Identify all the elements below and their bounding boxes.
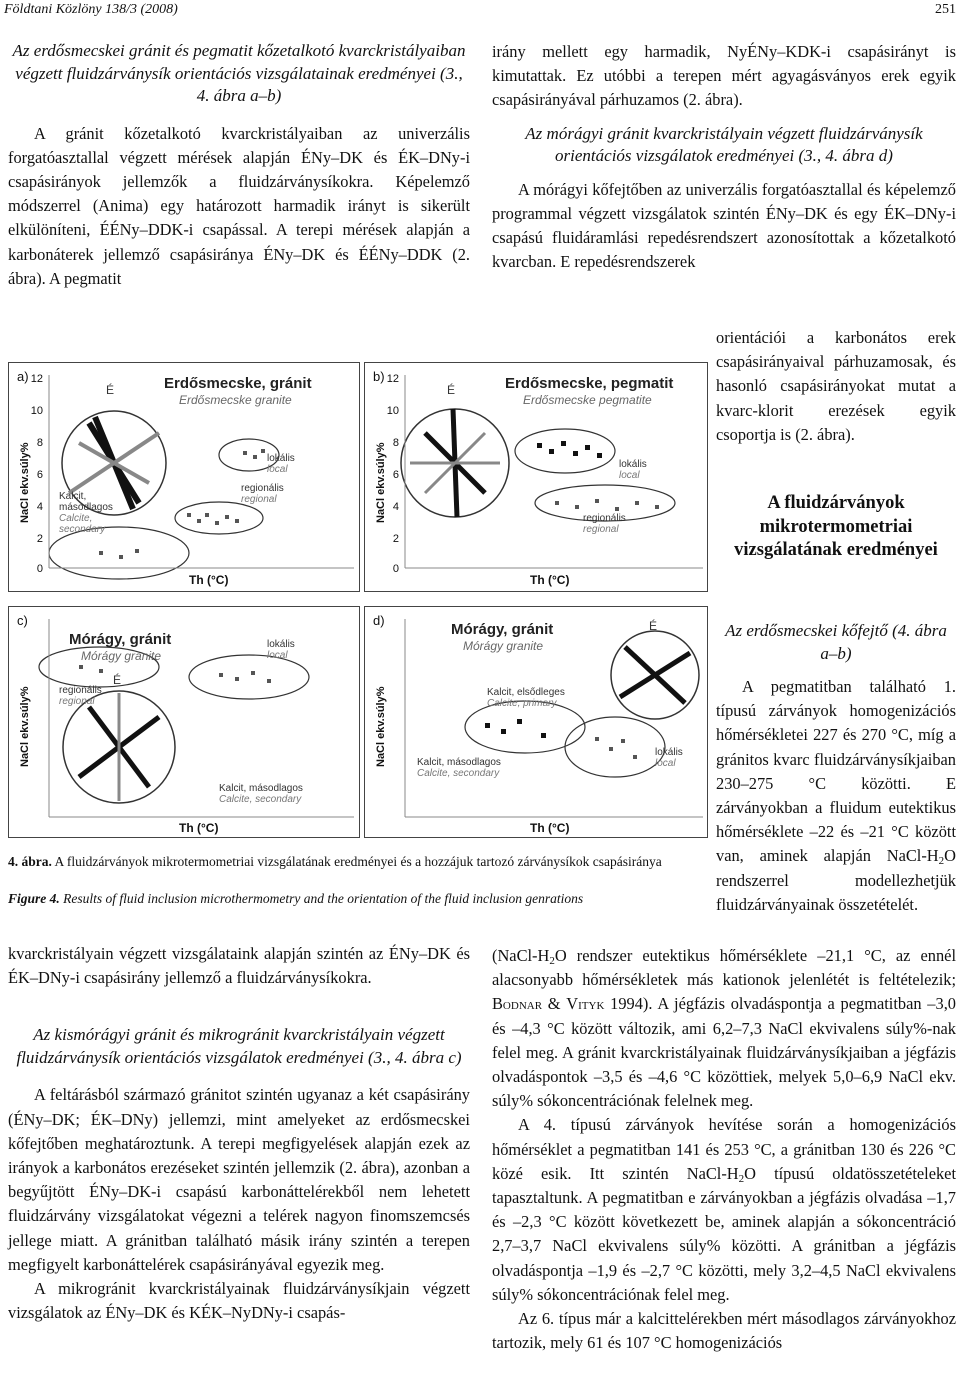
x-axis-label: Th (°C) — [530, 821, 570, 835]
panel-title: Mórágy, gránit — [69, 631, 172, 648]
y-tick: 10 — [386, 405, 399, 417]
label-local: lokális local — [267, 639, 295, 661]
panel-title: Erdősmecske, gránit — [164, 375, 312, 392]
y-tick: 8 — [36, 437, 43, 449]
paragraph: A mikrogránit kvarckristályainak fluidzárványsíkjain végzett vizsgálatok az ÉNy–DK és KÉK–NyDNy-i csapás- — [8, 1279, 470, 1323]
label-local: lokális local — [655, 747, 683, 769]
paragraph-continuation: orientációi a karbonátos erek csapásirányaival párhuzamosak, és hasonló csapásirányokat mutat a kvarc-klorit erezések egyik csoportja is (2. ábra). — [716, 328, 956, 444]
panel-subtitle: Mórágy granite — [81, 649, 162, 663]
panel-subtitle: Mórágy granite — [463, 639, 544, 653]
label-regional: regionális regional — [59, 685, 102, 707]
panel-subtitle: Erdősmecske pegmatite — [523, 393, 652, 407]
x-axis-label: Th (°C) — [179, 821, 219, 835]
figure-panel-d — [364, 606, 708, 838]
paragraph: A 4. típusú zárványok hevítése során a homogenizációs hőmérséklet a pegmatitban 141 és 253 °C, a gránitban 130 és 226 °C közé esik. Itt szintén NaCl-$H_2O$ típusú oldatösszetételeket tapasztaltunk. A pegmatitban e zárványokban a jégfázis olvadása –1,7 és –2,3 °C között következett be, aminek alapján a sókoncentráció 2,7–3,7 NaCl ekvivalens súly% közötti. A gránitban a jégfázis olvadáspontja –1,9 és –2,7 °C közötti, mely 3,2–4,5 NaCl ekvivalens súly% sókoncentrációnak felel meg. — [492, 1115, 957, 1304]
y-tick: 6 — [36, 469, 43, 481]
y-tick: 0 — [392, 563, 399, 575]
journal-title: Földtani Közlöny 138/3 (2008) — [4, 2, 178, 17]
x-axis-label: Th (°C) — [530, 573, 570, 587]
caption-text: A fluidzárványok mikrotermometriai vizsgálatának eredményei és a hozzájuk tartozó zárványsíkok csapásiránya — [54, 854, 662, 869]
label-regional: regionális regional — [241, 483, 284, 505]
label-calcite: Kalcit, másodlagos Calcite, secondary — [219, 783, 303, 805]
fluid-heading-block — [716, 492, 956, 563]
paragraph: irány mellett egy harmadik, NyÉNy–KDK-i csapásirányt is kimutattak. Ez utóbbi a terepen mért agyagásványos erek egyik csapásirányával párhuzamos (2. ábra). — [492, 42, 956, 110]
label-calcite-secondary: Kalcit, másodlagos Calcite, secondary — [417, 757, 501, 779]
panel-letter: c) — [17, 613, 28, 628]
panel-subtitle: Erdősmecske granite — [179, 393, 292, 407]
y-axis-label: NaCl ekv.súly% — [375, 442, 387, 523]
label-regional: regionális regional — [583, 513, 626, 535]
page-number: 251 — [935, 2, 956, 17]
y-tick: 2 — [392, 533, 399, 545]
y-tick: 12 — [386, 373, 399, 385]
subsection-heading-erdosmecske-quarry: Az erdősmecskei kőfejtő (4. ábra a–b) — [725, 621, 947, 663]
left-column-top — [8, 40, 470, 291]
right-column-top — [492, 40, 956, 276]
label-local: lokális local — [267, 453, 295, 475]
right-column-float-2 — [716, 620, 956, 917]
right-column-bottom — [492, 944, 956, 1355]
panel-letter: d) — [373, 613, 385, 628]
panel-letter: b) — [373, 369, 385, 384]
north-label: É — [113, 673, 122, 687]
section-heading-moragy: Az mórágyi gránit kvarckristályain végzett fluidzárványsík orientációs vizsgálatok eredményei (3., 4. ábra d) — [525, 123, 923, 166]
label-local: lokális local — [619, 459, 647, 481]
section-heading-fluid: A fluidzárványok mikrotermometriai vizsgálatának eredményei — [734, 493, 938, 560]
y-tick: 0 — [36, 563, 43, 575]
paragraph: ($NaCl-H_2O$ rendszer eutektikus hőmérséklete –21,1 °C, az ennél alacsonyabb hőmérsékletek más kationok jelenlétét is feltételezik; Bodnar & Vityk 1994). A jégfázis olvadáspontja a pegmatitban –3,0 és –4,3 °C között változik, ami 6,2–7,3 NaCl ekvivalens súly%-nak felel meg. A gránit kvarckristályainak fluidzárványsíkjaiban a jégfázis olvadáspontok –3,5 és –4,6 °C közöttiek, melyek 5,0–6,9 NaCl ekv. súly% sókoncentrációnak felelnek meg. — [492, 946, 956, 1111]
y-axis-label: NaCl ekv.súly% — [19, 442, 31, 523]
paragraph: A feltárásból származó gránitot szintén ugyanaz a két csapásirány (ÉNy–DK; ÉK–DNy) jellemzi, mint amelyeket az erdősmecskei kőfejtőben meghatároztunk. A terepi megfigyelések alapján ezek az irányok a karbonátos erezéseket szintén jellemzik (2. ábra), azonban a begyűjtött ÉNy–DK-i csapású karbonáttelérekből nem lehetett fluidzárvány vizsgálatokat végezni a telérek nagyon finomszemcsés jellege miatt. A gránitban található másik irány szintén a terepen megfigyelt karbonáttelérek csapásirányával egyezik meg. — [8, 1085, 470, 1274]
paragraph: kvarckristályain végzett vizsgálataink alapján szintén az ÉNy–DK és ÉK–DNy-i csapásirány jellemző a fluidzárványsíkokra. — [8, 944, 470, 988]
panel-title: Mórágy, gránit — [451, 621, 554, 638]
paragraph: Az 6. típus már a kalcittelérekben mért másodlagos zárványokhoz tartozik, mely 61 és 107 °C homogenizációs — [492, 1309, 956, 1353]
north-label: É — [447, 383, 456, 397]
label-calcite-primary: Kalcit, elsődleges Calcite, primary — [487, 687, 565, 709]
paragraph: A mórágyi kőfejtőben az univerzális forgatóasztallal és képelemző programmal végzett vizsgálatok szintén ÉNy–DK és egy ÉK–DNy-i csapású fluidáramlási repedésrendszert azonosítottak a kőzetalkotó kvarcban. E repedésrendszerek — [492, 179, 956, 272]
caption-text: Results of fluid inclusion microthermometry and the orientation of the fluid inclusion genrations — [63, 891, 584, 906]
y-axis-label: NaCl ekv.súly% — [19, 686, 31, 767]
y-tick: 12 — [30, 373, 43, 385]
figure-caption-hu — [8, 852, 708, 871]
paragraph: A gránit kőzetalkotó kvarckristályaiban az univerzális forgatóasztallal végzett mérések alapján ÉNy–DK és ÉK–DNy-i csapásirányok jellemzők a fluidzárványsíkokra. Képelemző módszerrel (Anima) egy határozott harmadik irányt is sikerült elkülöníteni, ÉÉNy–DDK-i csapással. A terepi mérések alapján a karbonáterek jellemző csapásiránya ÉNy–DK és ÉÉNy–DDK (2. ábra). A pegmatit — [8, 123, 470, 288]
north-label: É — [649, 619, 658, 633]
figure-panel-b — [364, 362, 708, 592]
right-column-float — [716, 326, 956, 447]
y-tick: 4 — [392, 501, 399, 513]
x-axis-label: Th (°C) — [189, 573, 229, 587]
figure-panel-a — [8, 362, 360, 592]
caption-label: Figure 4. — [8, 891, 60, 906]
figure-panel-c — [8, 606, 360, 838]
left-column-bottom — [8, 942, 470, 1325]
section-heading-kismoragy: Az kismórágyi gránit és mikrogránit kvarckristályain végzett fluidzárványsík orientációs vizsgálatok eredményei (3., 4. ábra c) — [16, 1025, 462, 1067]
y-tick: 8 — [392, 437, 399, 449]
caption-label: 4. ábra. — [8, 854, 52, 869]
panel-title: Erdősmecske, pegmatit — [505, 375, 674, 392]
y-tick: 6 — [392, 469, 399, 481]
y-axis-label: NaCl ekv.súly% — [375, 686, 387, 767]
north-label: É — [106, 383, 115, 397]
panel-letter: a) — [17, 369, 29, 384]
figure-caption-en — [8, 891, 708, 907]
label-calcite: Kalcit, másodlagos Calcite, secondary — [59, 491, 113, 535]
section-heading-erdosmecske: Az erdősmecskei gránit és pegmatit kőzetalkotó kvarckristályaiban végzett fluidzárványsík orientációs vizsgálatainak eredményei (3., 4. ábra a–b) — [12, 41, 466, 105]
paragraph: A pegmatitban található 1. típusú zárványok homogenizációs hőmérsékletei 227 és 270 °C, míg a gránitos kvarc fluidzárványsíkjaiban 230–275 °C közötti. E zárványokban a fluidum eutektikus hőmérséklete –22 és –21 °C között van, aminek alapján NaCl-$H_2O$ rendszerrel modellezhetjük fluidzárványainak összetételét. — [716, 677, 956, 914]
y-tick: 4 — [36, 501, 43, 513]
y-tick: 2 — [36, 533, 43, 545]
page-header — [4, 0, 956, 22]
y-tick: 10 — [30, 405, 43, 417]
